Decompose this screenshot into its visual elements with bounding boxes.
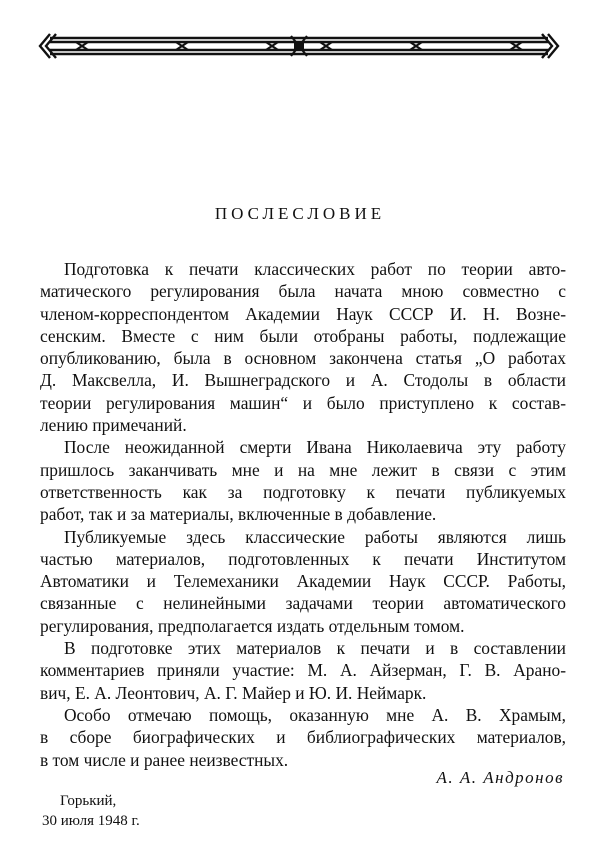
page-title: ПОСЛЕСЛОВИЕ — [214, 204, 386, 223]
paragraph — [40, 637, 566, 704]
text-line: После неожиданной смерти Ивана Николаевича эту работу — [64, 437, 566, 458]
text-line: в том числе и ранее неизвестных. — [40, 749, 289, 770]
greek-key-border-ornament-icon — [36, 30, 562, 62]
text-line: частью материалов, подготовленных к печати Институтом — [40, 548, 566, 569]
place-of-writing: Горький, — [60, 793, 117, 809]
date-of-writing: 30 июля 1948 г. — [42, 813, 140, 829]
text-line: матического регулирования была начата мною совместно с — [40, 281, 566, 302]
text-line: членом-корреспондентом Академии Наук СССР И. Н. Возне- — [40, 303, 566, 324]
text-line: Публикуемые здесь классические работы являются лишь — [64, 526, 566, 547]
text-line: опубликованию, была в основном закончена статья „О работах — [40, 348, 566, 369]
text-line: в сборе биографических и библиографических материалов, — [40, 727, 566, 748]
paragraph — [40, 704, 566, 771]
paragraph — [40, 436, 566, 525]
text-line: В подготовке этих материалов к печати и в составлении — [64, 638, 566, 659]
text-line: теории регулирования машин“ и было приступлено к состав- — [40, 392, 566, 413]
author-signature: А. А. Андронов — [436, 768, 564, 787]
text-line: сенским. Вместе с ним были отобраны работы, подлежащие — [40, 325, 566, 346]
text-line: регулирования, предполагается издать отдельным томом. — [40, 615, 465, 636]
paragraph — [40, 526, 566, 637]
text-line: Подготовка к печати классических работ по теории авто- — [64, 259, 566, 279]
text-line: связанные с нелинейными задачами теории автоматического — [40, 593, 566, 614]
text-line: лению примечаний. — [40, 415, 187, 436]
text-line: вич, Е. А. Леонтович, А. Г. Майер и Ю. И. Неймарк. — [40, 682, 427, 703]
afterword-body — [40, 258, 566, 771]
text-line: Автоматики и Телемеханики Академии Наук СССР. Работы, — [40, 571, 566, 592]
text-line: комментариев приняли участие: М. А. Айзерман, Г. В. Арано- — [40, 660, 566, 681]
text-line: Особо отмечаю помощь, оказанную мне А. В. Храмым, — [64, 704, 566, 725]
text-line: работ, так и за материалы, включенные в добавление. — [40, 504, 437, 525]
paragraph — [40, 258, 566, 436]
text-line: Д. Максвелла, И. Вышнеградского и А. Стодолы в области — [40, 370, 566, 391]
text-line: ответственность как за подготовку к печати публикуемых — [40, 481, 566, 502]
text-line: пришлось заканчивать мне и на мне лежит в связи с этим — [40, 459, 566, 480]
